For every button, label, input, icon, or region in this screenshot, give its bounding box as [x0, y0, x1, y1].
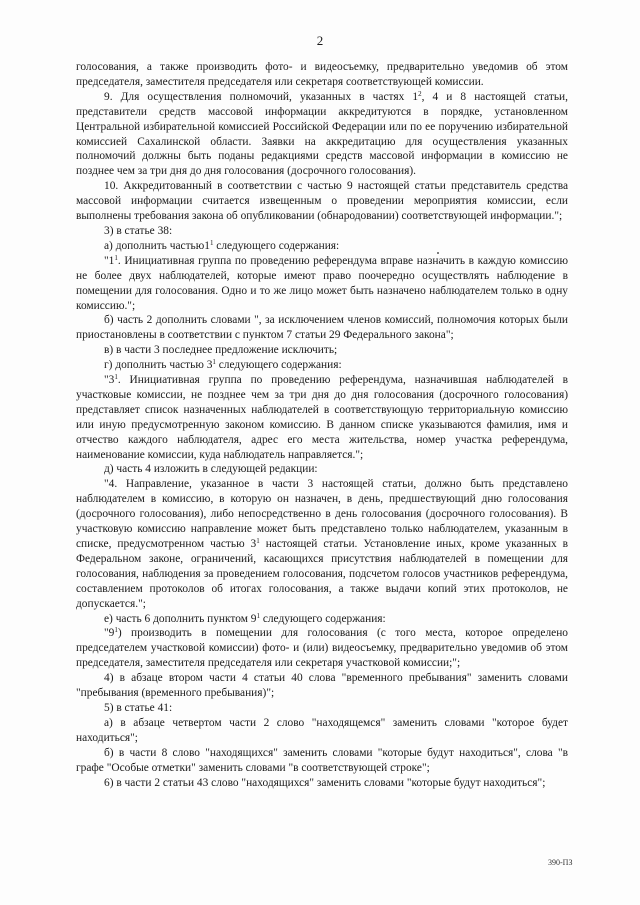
- text-run: 10. Аккредитованный в соответствии с частью 9 настоящей статьи представитель средства массовой информации считается извещенным о проведении мероприятия комиссии, если выполнены требования закона об опубликовании (обнародовании) соответствующей информации.";: [76, 180, 568, 223]
- text-run: а) дополнить частью1: [104, 239, 210, 252]
- paragraph-p12: [76, 612, 568, 627]
- text-run: б) часть 2 дополнить словами ", за исключением членов комиссий, полномочия которых были приостановлены в соответствии с пунктом 7 статьи 29 Федерального закона";: [76, 314, 568, 342]
- scan-speck: [437, 252, 439, 254]
- text-run: "1: [104, 254, 115, 267]
- text-run: , 4 и 8 настоящей статьи, представители средств массовой информации аккредитуются в порядке, установленном Центральной избирательной комиссией Российской Федерации или по ее поручению избирательной комиссией Сахалинской области. Заявки на аккредитацию для осуществления указанных полномочий должны быть поданы редакциями средств массовой информации в комиссию не позднее чем за три дня до дня голосования (досрочного голосования).: [76, 90, 569, 178]
- text-run: е) часть 6 дополнить пунктом 9: [104, 612, 257, 625]
- text-run: 4) в абзаце втором части 4 статьи 40 слова "временного пребывания" заменить словами "пребывания (временного пребывания)";: [76, 672, 568, 700]
- text-run: "4. Направление, указанное в части 3 настоящей статьи, должно быть представлено наблюдателем в комиссию, в которую он назначен, в день, предшествующий дню голосования (досрочного голосования), либо непосредственно в день голосования (досрочного голосования). В участковую комиссию направление может быть представлено только наблюдателем, указанным в списке, предусмотренном частью 3: [76, 478, 568, 550]
- text-run: д) часть 4 изложить в следующей редакции:: [104, 463, 318, 476]
- superscript: 1: [114, 626, 118, 635]
- text-run: г) дополнить частью 3: [104, 359, 213, 372]
- text-run: следующего содержания:: [213, 239, 340, 252]
- superscript: 1: [114, 373, 118, 382]
- text-run: б) в части 8 слово "находящихся" заменить словами "которые будут находиться", слова "в графе "Особые отметки" заменить словами "в соответствующей строке";: [76, 746, 568, 774]
- paragraph-p18: [76, 776, 568, 791]
- document-body: [76, 60, 568, 790]
- text-run: 5) в статье 41:: [104, 701, 173, 714]
- text-run: 9. Для осуществления полномочий, указанных в частях 1: [104, 90, 419, 103]
- page-number: 2: [316, 33, 324, 48]
- paragraph-p8: [76, 358, 568, 373]
- superscript: 1: [114, 253, 118, 262]
- superscript: 1: [212, 358, 216, 367]
- text-run: настоящей статьи. Установление иных, кроме указанных в Федеральном законе, ограничений, касающихся присутствия наблюдателей в помещении для голосования, наблюдения за проведением голосования, подсчетом голосов участников референдума, составлением протоколов об итогах голосования, а также выдачи копий этих протоколов, не допускается.";: [76, 538, 568, 610]
- document-code: 390-ПЗ: [548, 858, 573, 867]
- text-run: следующего содержания:: [259, 612, 386, 625]
- superscript: 1: [209, 238, 214, 247]
- paragraph-p13: [76, 626, 568, 671]
- paragraph-p5: [76, 254, 568, 314]
- paragraph-p16: [76, 716, 568, 746]
- text-run: 3) в статье 38:: [104, 224, 173, 237]
- text-run: ) производить в помещении для голосования (с того места, которое определено председателем участковой комиссии) фото- и (или) видеосъемку, предварительно уведомив об этом председателя, заместителя председателя или секретаря участковой комиссии;";: [76, 627, 568, 670]
- paragraph-p17: [76, 746, 568, 776]
- paragraph-p9: [76, 373, 568, 462]
- text-run: в) в части 3 последнее предложение исключить;: [104, 344, 338, 357]
- superscript: 1: [256, 611, 260, 620]
- text-run: а) в абзаце четвертом части 2 слово "находящемся" заменить словами "которое будет находиться";: [76, 716, 568, 744]
- paragraph-p10: [76, 462, 568, 477]
- paragraph-p11: [76, 477, 568, 611]
- text-run: следующего содержания:: [215, 359, 342, 372]
- text-run: "9: [104, 627, 115, 640]
- paragraph-p14: [76, 671, 568, 701]
- text-run: "3: [104, 374, 115, 387]
- paragraph-p0: [76, 60, 568, 90]
- text-run: 6) в части 2 статьи 43 слово "находящихся" заменить словами "которые будут находиться";: [104, 776, 546, 789]
- paragraph-p6: [76, 313, 568, 343]
- superscript: 2: [418, 89, 422, 98]
- paragraph-p7: [76, 343, 568, 358]
- paragraph-p3: [76, 224, 568, 239]
- paragraph-p4: [76, 239, 568, 254]
- text-run: голосования, а также производить фото- и видеосъемку, предварительно уведомив об этом председателя, заместителя председателя или секретаря соответствующей комиссии.: [76, 61, 568, 88]
- paragraph-p1: [76, 90, 568, 179]
- text-run: . Инициативная группа по проведению референдума, назначившая наблюдателей в участковые комиссии, не позднее чем за три дня до дня голосования (досрочного голосования) представляет список назначенных наблюдателей в соответствующую территориальную комиссию или иную предусмотренную законом комиссию. В данном списке указываются фамилия, имя и отчество каждого наблюдателя, адрес его места жительства, номер участка референдума, наименование комиссии, куда наблюдатель направляется.";: [76, 374, 568, 461]
- paragraph-p2: [76, 179, 568, 224]
- paragraph-p15: [76, 701, 568, 716]
- superscript: 1: [256, 537, 260, 545]
- text-run: . Инициативная группа по проведению референдума вправе назначить в каждую комиссию не более двух наблюдателей, которые имеют право поочередно осуществлять наблюдение в помещении для голосования. Одно и то же лицо может быть назначено наблюдателем только в одну комиссию.";: [76, 254, 568, 312]
